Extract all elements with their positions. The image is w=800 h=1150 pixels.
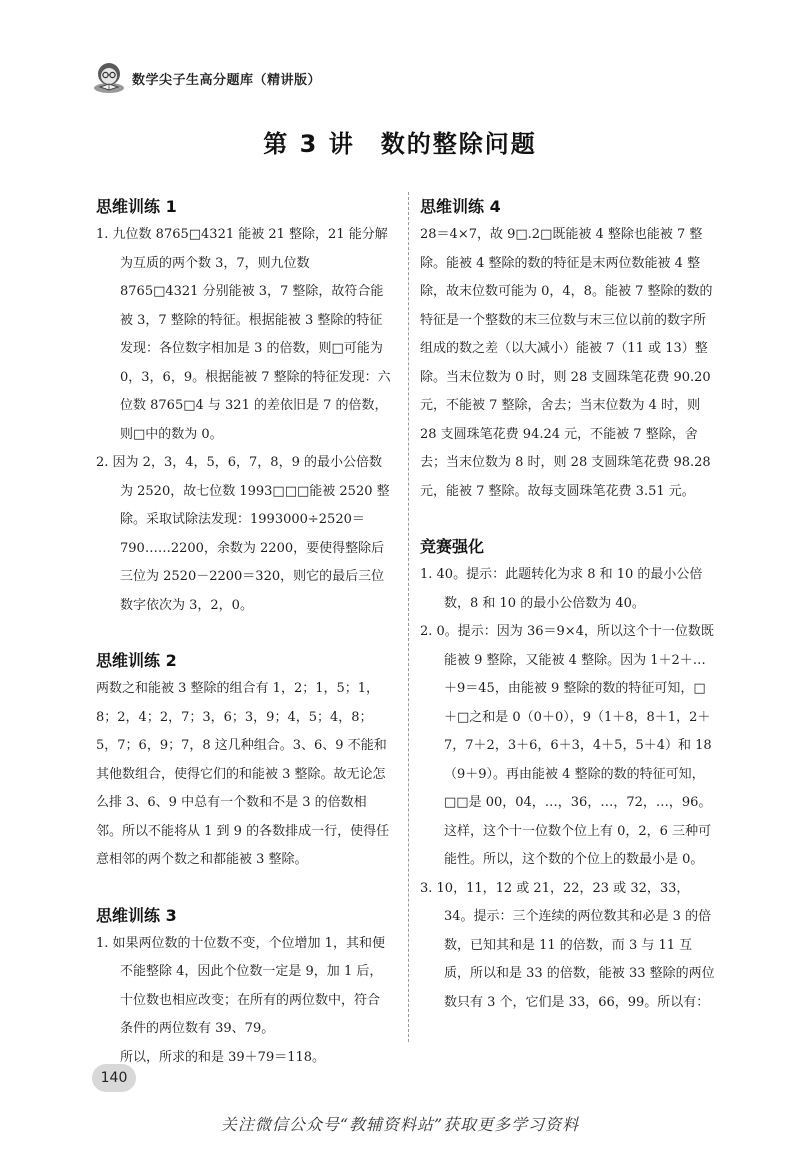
footer-note: 关注微信公众号“教辅资料站”获取更多学习资料 — [220, 1115, 580, 1134]
section-training-1 — [96, 194, 392, 620]
answer-item: 2. 因为 2，3，4，5，6，7，8，9 的最小公倍数为 2520，故七位数 1993□□□能被 2520 整除。采取试除法发现：1993000÷2520＝790……2200，余数为 2200，要使得整除后三位为 2520－2200＝320，则它的最后三位数字依次为 3，2，0。 — [96, 455, 390, 613]
section-training-2 — [96, 648, 392, 875]
page-number-badge: 140 — [92, 1064, 136, 1092]
page-header — [92, 60, 392, 96]
answer-paragraph: 28＝4×7，故 9□.2□既能被 4 整除也能被 7 整除。能被 4 整除的数的特征是末两位数能被 4 整除，故末位数可能为 0，4，8。能被 7 整除的数的特征是一个整数的末三位数与末三位以前的数字所组成的数之差（以大减小）能被 7（11 或 13）整除。当末位数为 0 时，则 28 支圆珠笔花费 90.20 元，不能被 7 整除，舍去；当末位数为 4 时，则 28 支圆珠笔花费 94.24 元，不能被 7 整除，舍去；当末位数为 8 时，则 28 支圆珠笔花费 98.28 元，能被 7 整除。故每支圆珠笔花费 3.51 元。 — [420, 227, 713, 499]
answer-item: 2. 0。提示：因为 36＝9×4，所以这个十一位数既能被 9 整除，又能被 4 整除。因为 1＋2＋…＋9＝45，由能被 9 整除的数的特征可知，□＋□之和是 0（0＋0），9（1＋8，8＋1，2＋7，7＋2，3＋6，6＋3，4＋5，5＋4）和 18（9＋9）。再由能被 4 整除的数的特征可知，□□是 00，04，…，36，…，72，…，96。这样，这个十一位数个位上有 0，2，6 三种可能性。所以，这个数的个位上的数最小是 0。 — [420, 624, 714, 867]
answer-item: 1. 40。提示：此题转化为求 8 和 10 的最小公倍数，8 和 10 的最小公倍数为 40。 — [420, 567, 703, 611]
answer-item: 1. 九位数 8765□4321 能被 21 整除，21 能分解为互质的两个数 3，7，则九位数 8765□4321 分别能被 3，7 整除，故符合能被 3，7 整除的特征。根据能被 3 整除的特征发现：各位数字相加是 3 的倍数，则□可能为 0，3，6，9。根据能被 7 整除的特征发现：六位数 8765□4 与 321 的差依旧是 7 的倍数，则□中的数为 0。 — [96, 227, 391, 442]
section-title: 思维训练 4 — [420, 197, 501, 216]
lecture-title: 第 3 讲 数的整除问题 — [263, 130, 537, 158]
book-title: 数学尖子生高分题库（精讲版） — [132, 73, 322, 88]
section-competition — [420, 534, 716, 1017]
section-title: 思维训练 3 — [96, 905, 177, 925]
student-reading-icon — [92, 60, 126, 94]
right-column — [420, 194, 716, 1045]
section-title: 思维训练 2 — [96, 651, 177, 670]
section-training-3 — [96, 903, 392, 1073]
answer-continuation: 所以，所求的和是 39＋79＝118。 — [120, 1049, 326, 1065]
answer-item: 3. 10，11，12 或 21，22，23 或 32，33，34。提示：三个连续的两位数其和必是 3 的倍数，已知其和是 11 的倍数，而 3 与 11 互质，所以和是 33 的倍数，能被 33 整除的两位数只有 3 个，它们是 33，66，99。所以有： — [420, 880, 715, 1010]
answer-paragraph: 两数之和能被 3 整除的组合有 1，2；1，5；1，8；2，4；2，7；3，6；3，9；4，5；4，8；5，7；6，9；7，8 这几种组合。3、6、9 不能和其他数组合，使得它们的和能被 3 整除。故无论怎么排 3、6、9 中总有一个数和不是 3 的倍数相邻。所以不能将从 1 到 9 的各数排成一行，使得任意相邻的两个数之和都能被 3 整除。 — [96, 681, 390, 867]
section-title: 竞赛强化 — [420, 537, 485, 556]
answer-item: 1. 如果两位数的十位数不变，个位增加 1，其和便不能整除 4，因此个位数一定是 9，加 1 后，十位数也相应改变；在所有的两位数中，符合条件的两位数有 39、79。 — [96, 935, 385, 1036]
column-divider — [408, 192, 409, 1042]
section-training-4 — [420, 194, 716, 506]
left-column — [96, 194, 392, 1100]
section-title: 思维训练 1 — [96, 197, 177, 216]
